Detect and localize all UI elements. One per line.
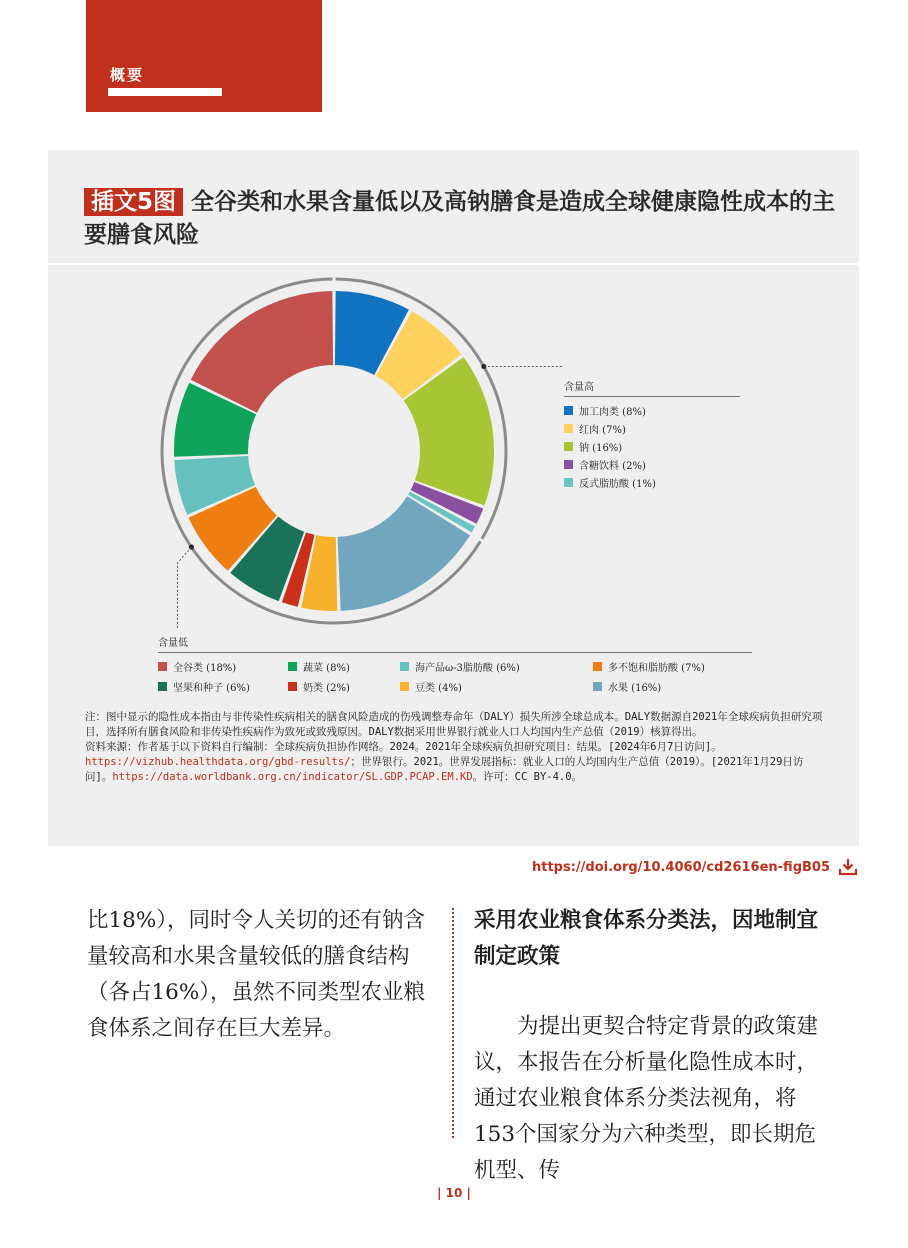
legend-label: 红肉 (7%) bbox=[579, 425, 626, 436]
legend-swatch bbox=[400, 662, 409, 671]
source-link-worldbank[interactable]: https://data.worldbank.org.cn/indicator/SL.GDP.PCAP.EM.KD bbox=[112, 771, 473, 783]
legend-swatch bbox=[564, 442, 573, 451]
legend-label: 反式脂肪酸 (1%) bbox=[579, 479, 656, 490]
source-link-vizhub[interactable]: https://vizhub.healthdata.org/gbd-results/ bbox=[85, 756, 351, 768]
figure-tag: 插文5图 bbox=[84, 188, 183, 216]
section-header-tab bbox=[86, 0, 322, 112]
leader-low-dot bbox=[189, 545, 194, 550]
legend-swatch bbox=[564, 460, 573, 469]
section-heading: 采用农业粮食体系分类法，因地制宜制定政策 bbox=[474, 908, 819, 969]
doi-url[interactable]: https://doi.org/10.4060/cd2616en-figB05 bbox=[531, 859, 830, 875]
leader-low-line bbox=[177, 547, 191, 628]
doi-link[interactable] bbox=[532, 858, 858, 876]
source-text-2: ；世界银行。2021。世界发展指标：就业人口的人均国内生产总值（2019）。[2021年1月29日访问]。 bbox=[85, 756, 804, 783]
legend-swatch bbox=[564, 424, 573, 433]
download-icon[interactable] bbox=[838, 858, 858, 876]
right-paragraph: 为提出更契合特定背景的政策建议，本报告在分析量化隐性成本时，通过农业粮食体系分类法视角，将153个国家分为六种类型，即长期危机型、传 bbox=[474, 1014, 819, 1183]
legend-label: 蔬菜 (8%) bbox=[303, 663, 350, 674]
left-column bbox=[87, 903, 443, 1047]
legend-low-item-7 bbox=[593, 679, 753, 694]
legend-high-item-2 bbox=[564, 439, 740, 454]
legend-low bbox=[158, 634, 758, 694]
legend-swatch bbox=[593, 662, 602, 671]
figure-box bbox=[48, 150, 859, 846]
legend-low-item-0 bbox=[158, 659, 288, 674]
license-text: 。许可：CC BY-4.0。 bbox=[472, 771, 583, 783]
figure-title-text: 全谷类和水果含量低以及高钠膳食是造成全球健康隐性成本的主要膳食风险 bbox=[84, 189, 836, 248]
legend-swatch bbox=[288, 682, 297, 691]
figure-notes bbox=[85, 710, 825, 785]
legend-label: 含糖饮料 (2%) bbox=[579, 461, 646, 472]
legend-swatch bbox=[564, 406, 573, 415]
source-text: 资料来源：作者基于以下资料自行编制：全球疾病负担协作网络。2024。2021年全球疾病负担研究项目：结果。[2024年6月7日访问]。 bbox=[85, 741, 722, 753]
legend-swatch bbox=[158, 662, 167, 671]
legend-high-item-1 bbox=[564, 421, 740, 436]
legend-low-grid bbox=[158, 659, 758, 694]
legend-high-item-0 bbox=[564, 403, 740, 418]
legend-low-item-6 bbox=[400, 679, 593, 694]
note-text: 注：图中显示的隐性成本指由与非传染性疾病相关的膳食风险造成的伤残调整寿命年（DALY）损失所涉全球总成本。DALY数据源自2021年全球疾病负担研究项目，选择所有膳食风险和非传染性疾病作为致死或致残原因。DALY数据采用世界银行就业人口人均国内生产总值（2019）核算得出。 bbox=[85, 711, 823, 738]
left-paragraph: 比18%），同时令人关切的还有钠含量较高和水果含量较低的膳食结构（各占16%），虽然不同类型农业粮食体系之间存在巨大差异。 bbox=[87, 908, 426, 1041]
legend-swatch bbox=[400, 682, 409, 691]
legend-low-item-4 bbox=[158, 679, 288, 694]
column-divider bbox=[452, 908, 454, 1138]
legend-high-title: 含量高 bbox=[564, 378, 740, 397]
legend-low-item-1 bbox=[288, 659, 400, 674]
legend-swatch bbox=[593, 682, 602, 691]
legend-swatch bbox=[288, 662, 297, 671]
legend-high bbox=[564, 378, 740, 493]
legend-swatch bbox=[564, 478, 573, 487]
legend-high-item-3 bbox=[564, 457, 740, 472]
legend-label: 全谷类 (18%) bbox=[173, 663, 237, 674]
legend-label: 水果 (16%) bbox=[608, 683, 662, 694]
legend-low-item-3 bbox=[593, 659, 753, 674]
legend-label: 多不饱和脂肪酸 (7%) bbox=[608, 663, 705, 674]
page-number: | 10 | bbox=[437, 1186, 471, 1200]
legend-high-list bbox=[564, 403, 740, 490]
legend-label: 奶类 (2%) bbox=[303, 683, 350, 694]
legend-low-item-2 bbox=[400, 659, 593, 674]
legend-label: 豆类 (4%) bbox=[415, 683, 462, 694]
legend-label: 海产品ω-3脂肪酸 (6%) bbox=[415, 663, 520, 674]
legend-label: 坚果和种子 (6%) bbox=[173, 683, 250, 694]
legend-label: 加工肉类 (8%) bbox=[579, 407, 646, 418]
legend-low-item-5 bbox=[288, 679, 400, 694]
legend-low-title: 含量低 bbox=[158, 634, 752, 653]
right-column bbox=[474, 903, 826, 1189]
legend-label: 钠 (16%) bbox=[579, 443, 623, 454]
section-underline bbox=[108, 88, 222, 96]
legend-high-item-4 bbox=[564, 475, 740, 490]
section-label: 概要 bbox=[110, 66, 145, 84]
legend-swatch bbox=[158, 682, 167, 691]
